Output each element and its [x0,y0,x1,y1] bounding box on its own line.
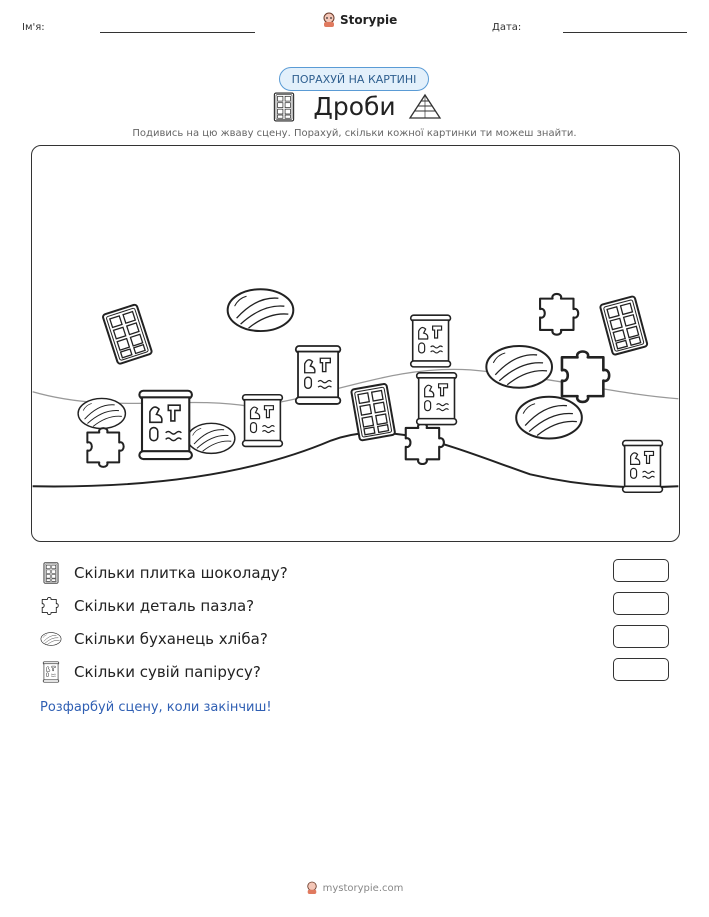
answer-box-2[interactable] [613,592,669,615]
bread-loaf-3 [188,423,235,453]
question-row-1 [40,560,288,586]
chocolate-bar-1 [102,304,152,364]
name-label: Ім'я: [22,22,45,33]
coloring-instruction: Розфарбуй сцену, коли закінчиш! [40,700,272,715]
name-field[interactable] [100,32,255,33]
question-row-3 [40,626,268,652]
brand-name: Storypie [340,13,398,27]
question-row-2 [40,593,254,619]
footer [0,881,709,895]
question-text: Скільки плитка шоколаду? [74,564,288,582]
footer-url[interactable]: mystorypie.com [322,882,404,894]
storypie-mascot-icon [322,12,336,28]
activity-badge: ПОРАХУЙ НА КАРТИНІ [279,67,429,91]
question-text: Скільки буханець хліба? [74,630,268,648]
scene-drawing [32,146,679,541]
bread-loaf-2 [78,398,125,428]
pyramid-icon [408,92,442,120]
bread-loaf-4 [486,346,552,388]
date-field[interactable] [563,32,687,33]
papyrus-scroll-4 [411,315,451,367]
question-text: Скільки сувій папірусу? [74,663,261,681]
page-title: Дроби [313,92,396,121]
date-label: Дата: [492,22,522,33]
answer-box-3[interactable] [613,625,669,648]
bread-loaf-icon [40,628,62,650]
papyrus-scroll-3 [296,346,341,404]
bread-loaf-1 [228,289,294,331]
papyrus-scroll-2 [243,395,283,447]
bread-loaf-5 [516,397,582,439]
papyrus-scroll-6 [623,441,663,493]
puzzle-piece-3 [562,352,609,402]
storypie-mascot-icon [306,881,318,895]
puzzle-piece-2 [540,294,578,335]
brand-logo [322,12,397,28]
chocolate-bar-2 [351,384,395,441]
counting-scene [31,145,680,542]
answer-box-4[interactable] [613,658,669,681]
question-row-4 [40,659,261,685]
front-hill-line [33,433,679,488]
papyrus-scroll-1 [139,391,192,459]
chocolate-bar-3 [600,296,648,355]
puzzle-piece-icon [40,595,62,617]
puzzle-piece-4 [406,423,444,464]
instructions: Подивись на цю жваву сцену. Порахуй, скільки кожної картинки ти можеш знайти. [132,128,577,139]
papyrus-scroll-icon [40,661,62,683]
puzzle-piece-1 [87,428,123,467]
papyrus-scroll-5 [417,373,457,425]
answer-box-1[interactable] [613,559,669,582]
question-text: Скільки деталь пазла? [74,597,255,615]
chocolate-bar-icon [40,562,62,584]
